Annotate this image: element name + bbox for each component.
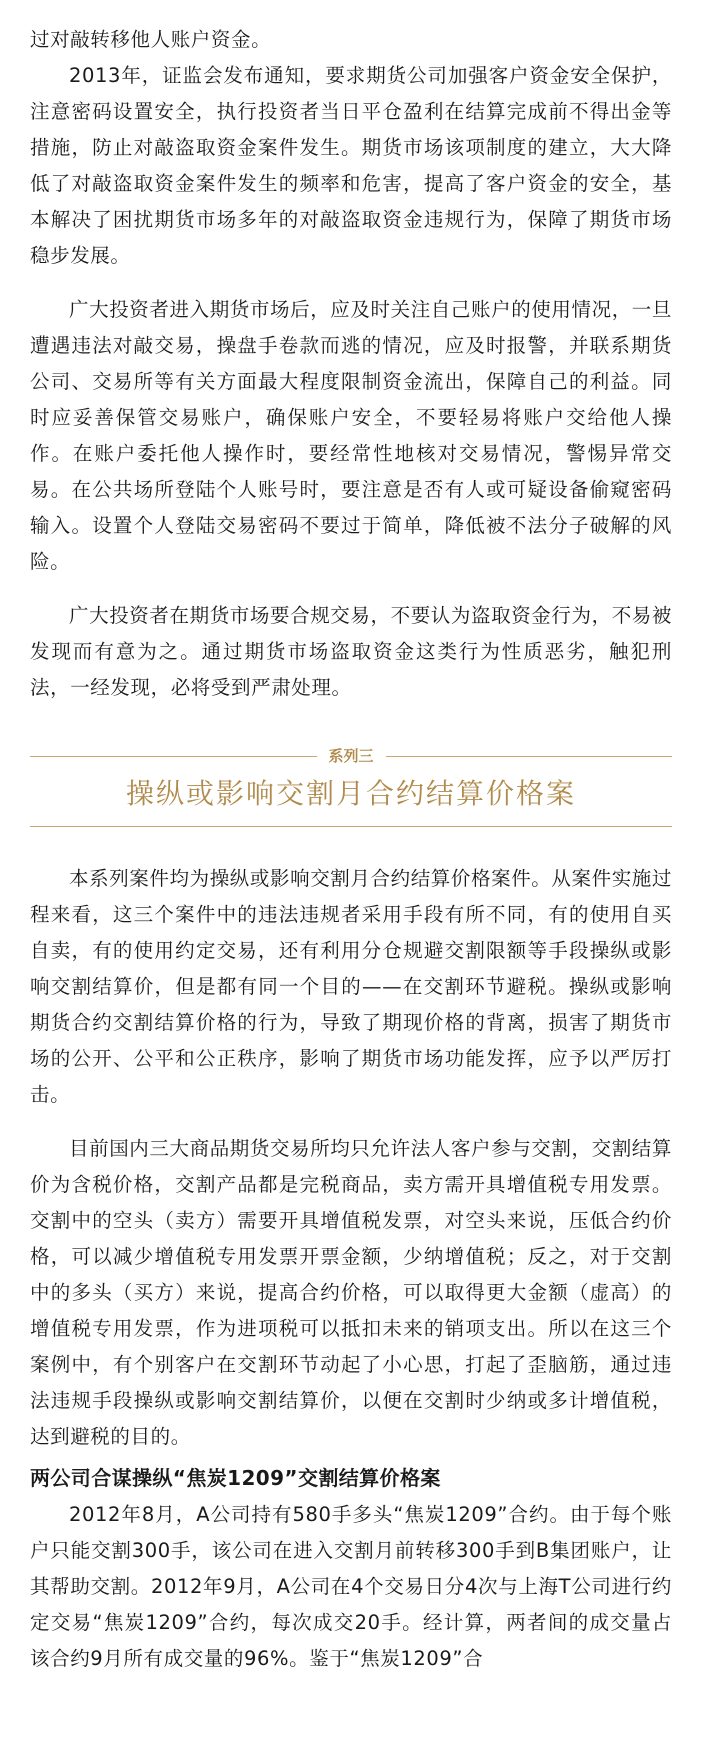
series-paragraph-2: 目前国内三大商品期货交易所均只允许法人客户参与交割，交割结算价为含税价格，交割产品都是完税商品，卖方需开具增值税专用发票。交割中的空头（卖方）需要开具增值税发票，对空头来说，压低合约价格，可以减少增值税专用发票开票金额，少纳增值税；反之，对于交割中的多头（买方）来说，提高合约价格，可以取得更大金额（虚高）的增值税专用发票，作为进项税可以抵扣未来的销项支出。所以在这三个案例中，有个别客户在交割环节动起了小心思，打起了歪脑筋，通过违法违规手段操纵或影响交割结算价，以便在交割时少纳或多计增值税，达到避税的目的。 [30, 1137, 673, 1448]
intro-paragraph-3: 广大投资者进入期货市场后，应及时关注自己账户的使用情况，一旦遭遇违法对敲交易，操盘手卷款而逃的情况，应及时报警，并联系期货公司、交易所等有关方面最大程度限制资金流出，保障自己的利益。同时应妥善保管交易账户，确保账户安全，不要轻易将账户交给他人操作。在账户委托他人操作时，要经常性地核对交易情况，警惕异常交易。在公共场所登陆个人账号时，要注意是否有人或可疑设备偷窥密码输入。设置个人登陆交易密码不要过于简单，降低被不法分子破解的风险。 [30, 298, 673, 573]
series-paragraph-1: 本系列案件均为操纵或影响交割月合约结算价格案件。从案件实施过程来看，这三个案件中的违法违规者采用手段有所不同，有的使用自买自卖，有的使用约定交易，还有利用分仓规避交割限额等手段操纵或影响交割结算价，但是都有同一个目的——在交割环节避税。操纵或影响期货合约交割结算价格的行为，导致了期现价格的背离，损害了期货市场的公开、公平和公正秩序，影响了期货市场功能发挥，应予以严厉打击。 [30, 867, 673, 1106]
series-label-row [30, 746, 672, 766]
case-heading: 两公司合谋操纵“焦炭1209”交割结算价格案 [30, 1466, 441, 1490]
case-paragraph: 2012年8月，A公司持有580手多头“焦炭1209”合约。由于每个账户只能交割300手，该公司在进入交割月前转移300手到B集团账户，让其帮助交割。2012年9月，A公司在4个交易日分4次与上海T公司进行约定交易“焦炭1209”合约，每次成交20手。经计算，两者间的成交量占该合约9月所有成交量的96%。鉴于“焦炭1209”合 [30, 1503, 672, 1670]
divider-bottom [30, 826, 672, 827]
divider-left [30, 756, 317, 757]
series-label: 系列三 [328, 747, 374, 765]
divider-right [386, 756, 673, 757]
intro-paragraph-4: 广大投资者在期货市场要合规交易，不要认为盗取资金行为，不易被发现而有意为之。通过期货市场盗取资金这类行为性质恶劣，触犯刑法，一经发现，必将受到严肃处理。 [30, 604, 673, 699]
series-header [30, 746, 672, 827]
series-title: 操纵或影响交割月合约结算价格案 [125, 777, 576, 810]
intro-paragraph-2: 2013年，证监会发布通知，要求期货公司加强客户资金安全保护，注意密码设置安全，执行投资者当日平仓盈利在结算完成前不得出金等措施，防止对敲盗取资金案件发生。期货市场该项制度的建立，大大降低了对敲盗取资金案件发生的频率和危害，提高了客户资金的安全，基本解决了困扰期货市场多年的对敲盗取资金违规行为，保障了期货市场稳步发展。 [30, 64, 672, 267]
intro-paragraph-1: 过对敲转移他人账户资金。 [30, 28, 272, 51]
